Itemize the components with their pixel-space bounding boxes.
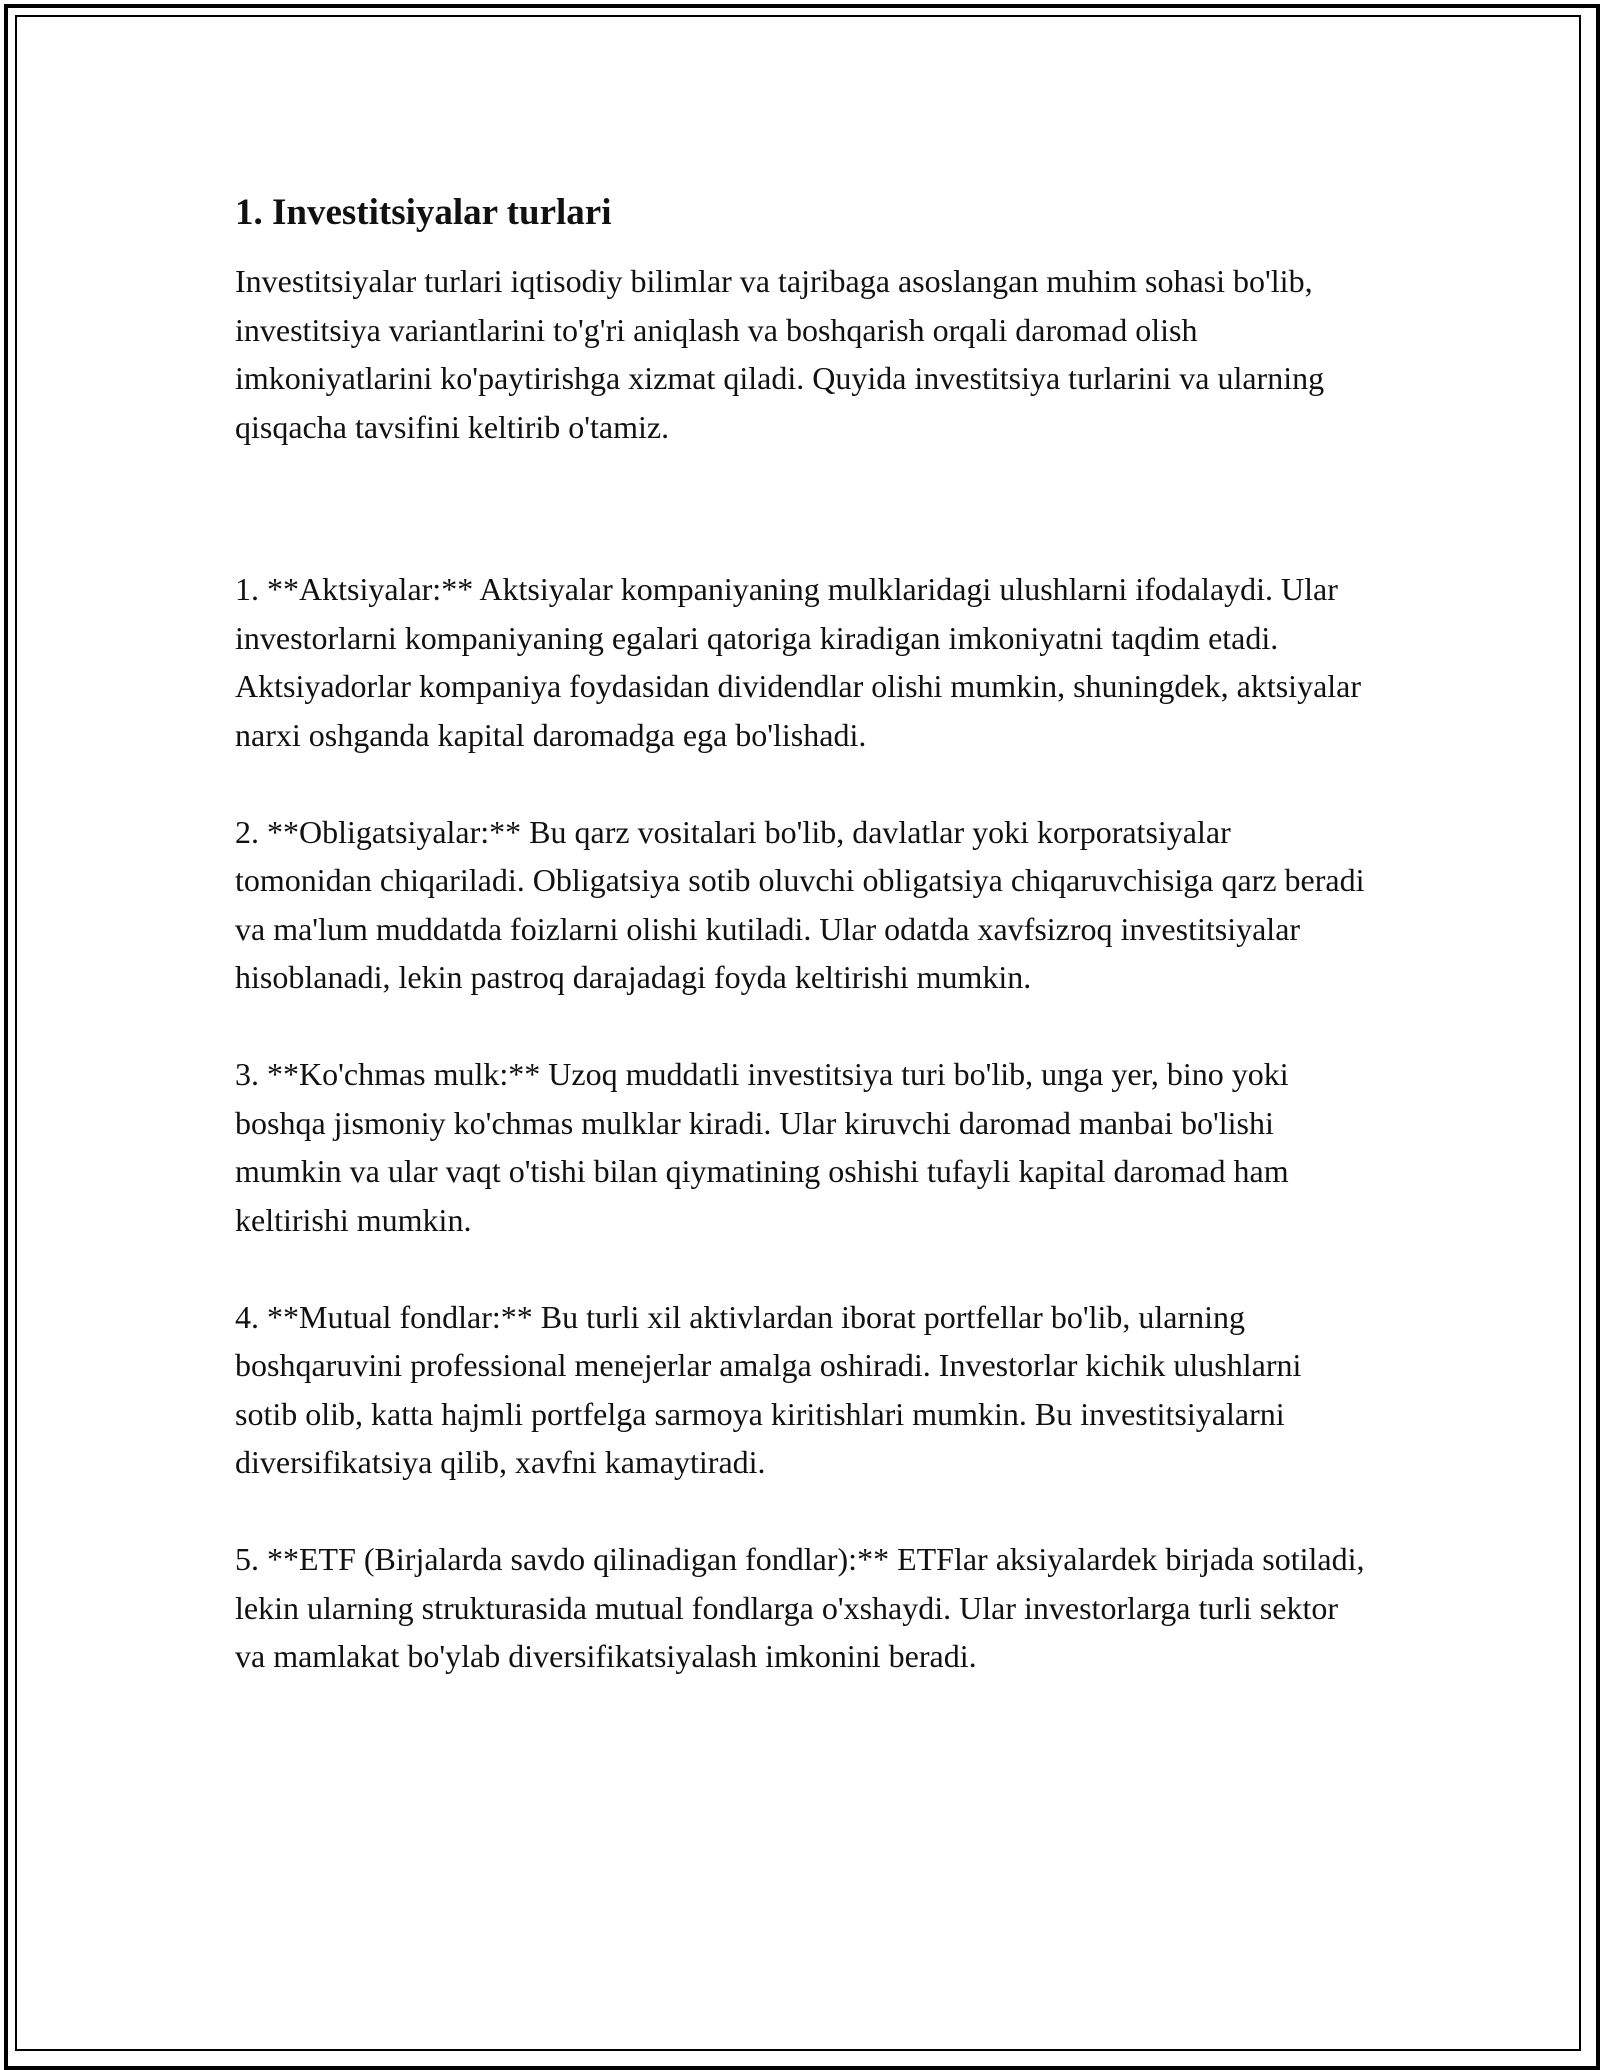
list-item-stocks: 1. **Aktsiyalar:** Aktsiyalar kompaniyaning mulklaridagi ulushlarni ifodalaydi. Ular investorlarni kompaniyaning egalari qatoriga kiradigan imkoniyatni taqdim etadi. Aktsiyadorlar kompaniya foydasidan dividendlar olishi mumkin, shuningdek, aktsiyalar narxi oshganda kapital daromadga ega bo'lishadi. [235, 571, 1362, 753]
list-item-etf: 5. **ETF (Birjalarda savdo qilinadigan fondlar):** ETFlar aksiyalardek birjada sotiladi, lekin ularning strukturasida mutual fondlarga o'xshaydi. Ular investorlarga turli sektor va mamlakat bo'ylab diversifikatsiyalash imkonini beradi. [235, 1541, 1365, 1674]
list-item-bonds: 2. **Obligatsiyalar:** Bu qarz vositalari bo'lib, davlatlar yoki korporatsiyalar tomonidan chiqariladi. Obligatsiya sotib oluvchi obligatsiya chiqaruvchisiga qarz beradi va ma'lum muddatda foizlarni olishi kutiladi. Ular odatda xavfsizroq investitsiyalar hisoblanadi, lekin pastroq darajadagi foyda keltirishi mumkin. [235, 813, 1365, 995]
list-item-real-estate: 3. **Ko'chmas mulk:** Uzoq muddatli investitsiya turi bo'lib, unga yer, bino yoki boshqa jismoniy ko'chmas mulklar kiradi. Ular kiruvchi daromad manbai bo'lishi mumkin va ular vaqt o'tishi bilan qiymatining oshishi tufayli kapital daromad ham keltirishi mumkin. [235, 1056, 1289, 1238]
section-heading: 1. Investitsiyalar turlari [235, 192, 612, 233]
intro-paragraph: Investitsiyalar turlari iqtisodiy bilimlar va tajribaga asoslangan muhim sohasi bo'lib, investitsiya variantlarini to'g'ri aniqlash va boshqarish orqali daromad olish imkoniyatlarini ko'paytirishga xizmat qiladi. Quyida investitsiya turlarini va ularning qisqacha tavsifini keltirib o'tamiz. [235, 263, 1325, 445]
investment-types-list [235, 565, 1365, 1681]
list-item-mutual-funds: 4. **Mutual fondlar:** Bu turli xil aktivlardan iborat portfellar bo'lib, ularning boshqaruvini professional menejerlar amalga oshiradi. Investorlar kichik ulushlarni sotib olib, katta hajmli portfelga sarmoya kiritishlari mumkin. Bu investitsiyalarni diversifikatsiya qilib, xavfni kamaytiradi. [235, 1298, 1302, 1480]
document-body [235, 185, 1365, 1729]
